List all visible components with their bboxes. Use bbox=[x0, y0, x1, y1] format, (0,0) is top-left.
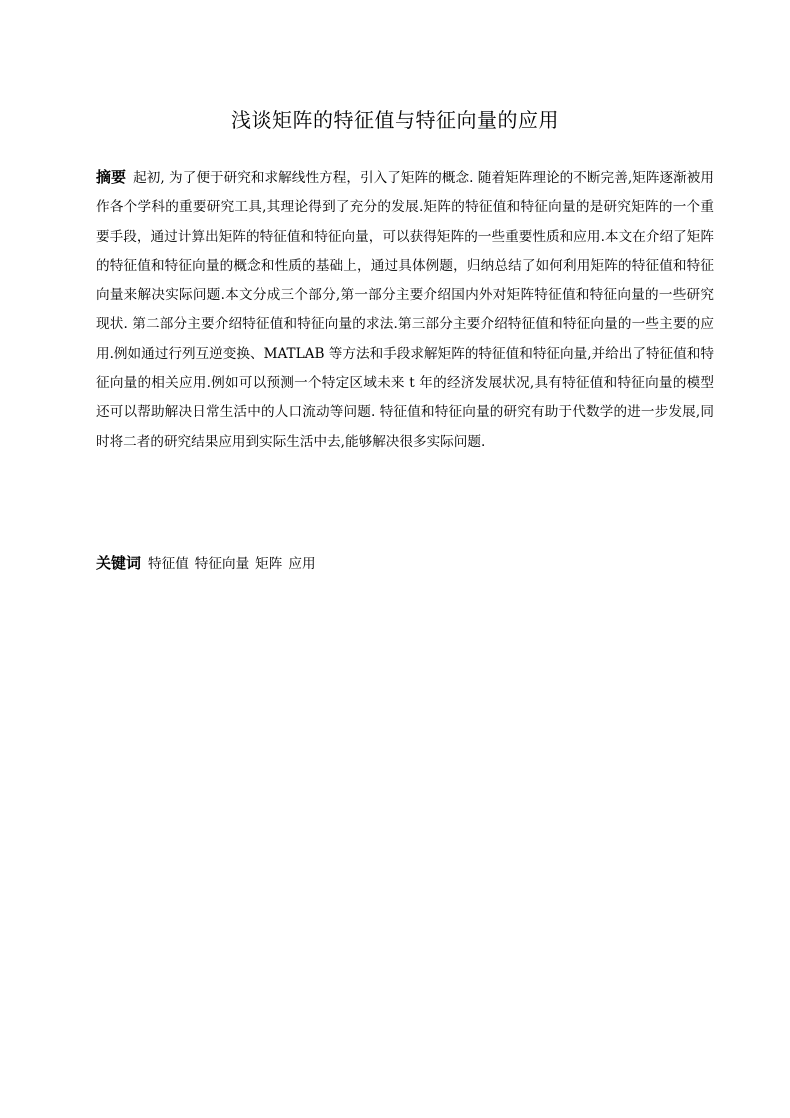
keyword-item: 矩阵 bbox=[255, 556, 283, 572]
paper-title: 浅谈矩阵的特征值与特征向量的应用 bbox=[231, 108, 559, 132]
keywords-label: 关键词 bbox=[96, 554, 142, 572]
abstract-paragraph bbox=[96, 163, 714, 457]
keyword-item: 特征向量 bbox=[194, 556, 250, 572]
keywords-line bbox=[96, 549, 714, 578]
abstract-text: 起初, 为了便于研究和求解线性方程，引入了矩阵的概念. 随着矩阵理论的不断完善,矩阵逐渐被用作各个学科的重要研究工具,其理论得到了充分的发展.矩阵的特征值和特征向量的是研究矩阵的一个重要手段，通过计算出矩阵的特征值和特征向量，可以获得矩阵的一些重要性质和应用.本文在介绍了矩阵的特征值和特征向量的概念和性质的基础上，通过具体例题，归纳总结了如何利用矩阵的特征值和特征向量来解决实际问题.本文分成三个部分,第一部分主要介绍国内外对矩阵特征值和特征向量的一些研究现状. 第二部分主要介绍特征值和特征向量的求法.第三部分主要介绍特征值和特征向量的一些主要的应用.例如通过行列互逆变换、MATLAB 等方法和手段求解矩阵的特征值和特征向量,并给出了特征值和特征向量的相关应用.例如可以预测一个特定区域未来 t 年的经济发展状况,具有特征值和特征向量的模型还可以帮助解决日常生活中的人口流动等问题. 特征值和特征向量的研究有助于代数学的进一步发展,同时将二者的研究结果应用到实际生活中去,能够解决很多实际问题. bbox=[96, 170, 714, 450]
keyword-item: 特征值 bbox=[148, 556, 189, 572]
abstract-label: 摘要 bbox=[96, 168, 127, 186]
keyword-item: 应用 bbox=[288, 556, 316, 572]
